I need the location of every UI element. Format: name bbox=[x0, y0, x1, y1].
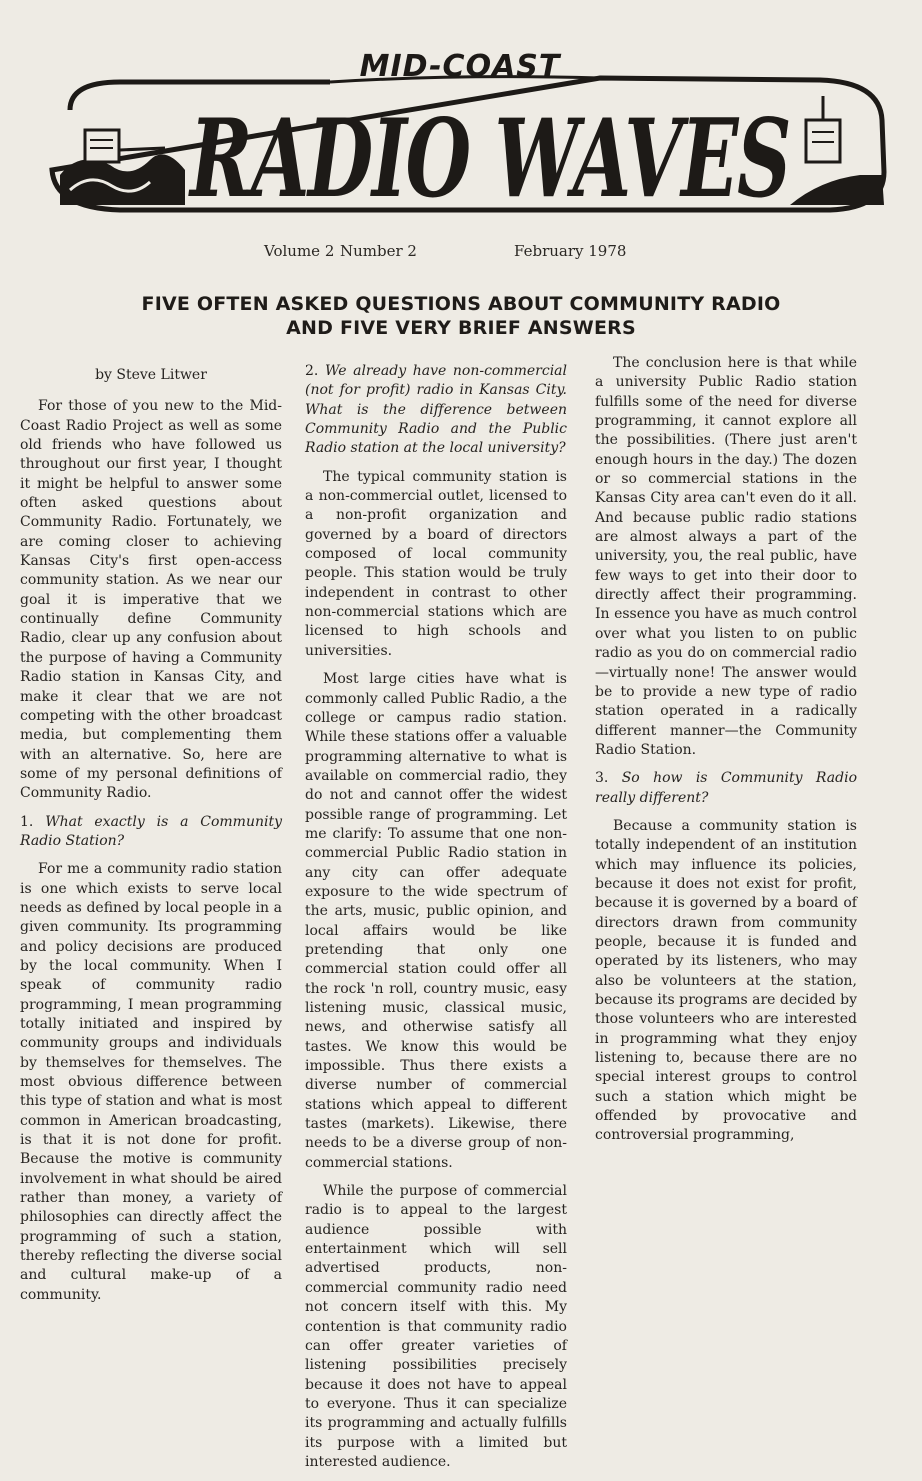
column-2 bbox=[305, 362, 567, 1481]
answer-2-paragraph-2: Most large cities have what is commonly called Public Radio, a the college or campus radio station. While these stations offer a valuable programming alternative to what is available on commercial radio, they do not and cannot offer the widest possible range of programming. Let me clarify: To assume that one non-commercial Public Radio station in any city can offer adequate exposure to the wide spectrum of the arts, music, public opinion, and local affairs would be like pretending that only one commercial station could offer all the rock 'n roll, country music, easy listening music, classical music, news, and otherwise satisfy all tastes. We know this would be impossible. Thus there exists a diverse number of commercial stations which appeal to different tastes (markets). Likewise, there needs to be a diverse group of non-commercial stations. bbox=[305, 671, 567, 1171]
question-3-number: 3. bbox=[595, 770, 609, 787]
intro-paragraph: For those of you new to the Mid-Coast Radio Project as well as some old friends who have followed us throughout our first year, I thought it might be helpful to answer some often asked questions about Community Radio. Fortunately, we are coming closer to achieving Kansas City's first open-access community station. As we near our goal it is imperative that we continually define Community Radio, clear up any confusion about the purpose of having a Community Radio station in Kansas City, and make it clear that we are not competing with the other broadcast media, but complementing them with an alternative. So, here are some of my personal definitions of Community Radio. bbox=[20, 398, 282, 802]
article-headline bbox=[60, 292, 862, 340]
masthead bbox=[0, 0, 922, 230]
issue-date: February 1978 bbox=[514, 242, 627, 260]
question-2-number: 2. bbox=[305, 363, 319, 379]
issue-number: Number 2 bbox=[340, 242, 417, 260]
question-2-text: We already have non-commercial (not for profit) radio in Kansas City. What is the difference between Community Radio and the Public Radio station at the local university? bbox=[305, 363, 568, 457]
answer-2-paragraph-3: While the purpose of commercial radio is to appeal to the largest audience possible with entertainment which will sell advertised products, non-commercial community radio need not concern itself with this. My contention is that community radio can offer greater varieties of listening possibilities precisely because it does not have to appeal to everyone. Thus it can specialize its programming and actually fulfills its purpose with a limited but interested audience. bbox=[305, 1183, 567, 1470]
radio-tower-icon bbox=[790, 96, 884, 205]
masthead-title: RADIO WAVES bbox=[187, 96, 790, 222]
question-1-text: What exactly is a Community Radio Station? bbox=[20, 813, 282, 849]
question-3 bbox=[595, 769, 857, 808]
boat-waves-icon bbox=[60, 130, 185, 205]
question-1-number: 1. bbox=[20, 813, 34, 830]
question-3-text: So how is Community Radio really different? bbox=[595, 770, 857, 806]
headline-line-2: AND FIVE VERY BRIEF ANSWERS bbox=[286, 317, 636, 339]
masthead-subtitle: MID-COAST bbox=[359, 49, 561, 84]
question-2 bbox=[305, 362, 567, 459]
column-1 bbox=[20, 362, 282, 1314]
byline: by Steve Litwer bbox=[95, 367, 207, 383]
answer-2-paragraph-1: The typical community station is a non-commercial outlet, licensed to a non-profit organization and governed by a board of directors composed of local community people. This station would be truly independent in contrast to other non-commercial stations which are licensed to high schools and universities. bbox=[305, 468, 567, 659]
answer-2-paragraph-4: The conclusion here is that while a university Public Radio station fulfills some of the need for diverse programming, it cannot explore all the possibilities. (There just aren't enough hours in the day.) The dozen or so commercial stations in the Kansas City area can't even do it all. And because public radio stations are almost always a part of the university, you, the real public, have few ways to get into their door to directly affect their programming. In essence you have as much control over what you listen to on public radio as you do on commercial radio—virtually none! The answer would be to provide a new type of radio station operated in a radically different manner—the Community Radio Station. bbox=[595, 355, 857, 758]
column-3 bbox=[595, 354, 857, 1155]
question-1 bbox=[20, 813, 282, 852]
headline-line-1: FIVE OFTEN ASKED QUESTIONS ABOUT COMMUNITY RADIO bbox=[141, 293, 781, 315]
answer-3: Because a community station is totally independent of an institution which may influence its policies, because it does not exist for profit, because it is governed by a board of directors drawn from community people, because it is funded and operated by its listeners, who may also be volunteers at the station, because its programs are decided by those volunteers who are interested in programming what they enjoy listening to, because there are no special interest groups to control such a station which might be offended by provocative and controversial programming, bbox=[595, 817, 857, 1144]
masthead-logo bbox=[0, 0, 922, 230]
issue-volume: Volume 2 bbox=[264, 242, 335, 260]
answer-1: For me a community radio station is one which exists to serve local needs as defined by local people in a given community. Its programming and policy decisions are produced by the local community. When I speak of community radio programming, I mean programming totally initiated and inspired by community groups and individuals by themselves for themselves. The most obvious difference between this type of station and what is most common in American broadcasting, is that it is not done for profit. Because the motive is community involvement in what should be aired rather than money, a variety of philosophies can directly affect the programming of such a station, thereby reflecting the diverse social and cultural make-up of a community. bbox=[20, 861, 282, 1303]
